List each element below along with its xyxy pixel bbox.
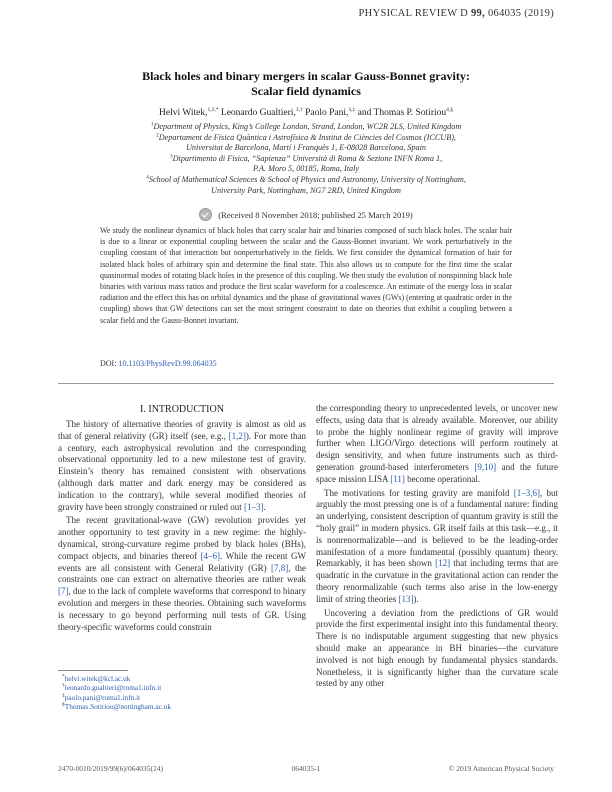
paragraph: The history of alternative theories of gravity is almost as old as that of general relativity (GR) itself (see, e.g., [1,2]). For more than a century, each astrophysical revolution and the corresponding observational opportunity led to a new milestone test of gravity. Einstein’s theory has remained consistent with observations (although dark matter and dark energy may be considered as indication to the contrary), while several modified theories of gravity have been strongly constrained or ruled out [1–3]. <box>58 419 306 512</box>
copyright: © 2019 American Physical Society <box>448 764 554 773</box>
section-heading: I. INTRODUCTION <box>140 404 224 415</box>
citation-link[interactable]: [12] <box>435 558 451 569</box>
affiliation-2-cont: Universitat de Barcelona, Martí i Franquès 1, E-08028 Barcelona, Spain <box>186 143 426 153</box>
check-for-updates-icon[interactable] <box>199 208 212 221</box>
citation-link[interactable]: [7,8] <box>271 562 289 573</box>
author-1: Helvi Witek, <box>159 108 208 118</box>
right-column <box>316 403 558 690</box>
paragraph: Uncovering a deviation from the predictions of GR would provide the first experimental insight into this fundamental theory. There is no indisputable argument suggesting that new physics should make an appearance in BH binaries—the curvature involved is not high enough by fundamental physics standards. Nonetheless, it is significantly higher than the curvature scale tested by any other <box>316 607 558 689</box>
email-link[interactable]: paolo.pani@roma1.infn.it <box>64 692 141 702</box>
email-link[interactable]: leonardo.gualtieri@roma1.infn.it <box>64 683 162 693</box>
author-conjunction: and <box>357 108 372 118</box>
affiliation-4-cont: University Park, Nottingham, NG7 2RD, United Kingdom <box>211 185 401 195</box>
doi-link[interactable]: 10.1103/PhysRevD.99.064035 <box>118 359 217 368</box>
author-3-marks: 3,‡ <box>348 106 356 113</box>
citation-link[interactable]: [13] <box>398 593 414 604</box>
footnote: §Thomas.Sotiriou@nottingham.ac.uk <box>62 701 171 711</box>
paragraph: The motivations for testing gravity are manifold [1–3,6], but arguably the most pressing one is of a fundamental nature: finding an underlying, consistent description of quantum gravity is still the “holy grail” in modern physics. GR itself fails at this task—e.g., it is nonrenormalizable—and is believed to be the leading-order manifestation of a more fundamental (possibly quantum) theory. Remarkably, it has been shown [12] that including terms that are quadratic in the curvature in the gravitational action can render the theory renormalizable (such terms also arise in the low-energy limit of string theories [13]). <box>316 487 559 604</box>
journal-volume: 99, <box>471 8 486 19</box>
paper-title <box>80 69 532 99</box>
abstract: We study the nonlinear dynamics of black holes that carry scalar hair and binaries composed of such black holes. The scalar hair is due to a linear or exponential coupling between the scalar and the Gauss-Bonnet invariant. We work perturbatively in the coupling constant of that interaction but nonperturbatively in the fields. We first consider the dynamical formation of hair for isolated black holes of arbitrary spin and determine the final state. This also allows us to compute for the first time the scalar quasinormal modes of rotating black holes in the presence of this coupling. We then study the evolution of nonspinning black hole binaries with various mass ratios and produce the first scalar waveform for a coalescence. An estimate of the energy loss in scalar radiation and the effect this has on orbital dynamics and the phase of gravitational waves (GWs) (entering at quadratic order in the coupling) shows that GW detections can set the most stringent constraint to date on theories that exhibit a coupling between a scalar field and the Gauss-Bonnet invariant. <box>100 226 512 325</box>
article-number: 064035 (2019) <box>487 8 554 19</box>
email-link[interactable]: Thomas.Sotiriou@nottingham.ac.uk <box>64 701 171 711</box>
footnote: *helvi.witek@kcl.ac.uk <box>62 673 131 683</box>
author-2-marks: 3,† <box>295 106 303 113</box>
footnote-divider <box>58 670 128 671</box>
paragraph: the corresponding theory to unprecedented levels, or uncover new effects, using data that is already available. Moreover, our ability to probe the highly nonlinear regime of gravity will improve further when LIGO/Virgo detections will perform routinely at design sensitivity, and when future instruments such as third-generation ground-based interferometers [9,10] and the future space mission LISA [11] become operational. <box>316 403 558 484</box>
left-column <box>58 419 306 633</box>
footnotes <box>62 674 171 711</box>
issn-code: 2470-0010/2019/99(6)/064035(24) <box>58 764 163 773</box>
footnote: ‡paolo.pani@roma1.infn.it <box>62 692 141 702</box>
citation-link[interactable]: [7] <box>58 586 69 597</box>
doi-line <box>100 359 217 368</box>
received-line <box>60 208 552 221</box>
email-link[interactable]: helvi.witek@kcl.ac.uk <box>64 674 131 683</box>
footnote: †leonardo.gualtieri@roma1.infn.it <box>62 682 162 693</box>
page-number: 064035-1 <box>291 764 321 773</box>
affiliation-2: $^2$Departament de Física Quàntica i Astrofísica & Institut de Ciències del Cosmos (ICCUB), <box>156 131 456 142</box>
citation-link[interactable]: [1,2] <box>228 430 246 441</box>
author-2: Leonardo Gualtieri, <box>220 108 296 118</box>
journal-name: PHYSICAL REVIEW D <box>358 8 469 19</box>
page-footer <box>58 764 554 773</box>
author-4-marks: 4,§ <box>446 106 453 113</box>
author-3: Paolo Pani, <box>305 108 349 118</box>
citation-link[interactable]: [1–3,6] <box>513 487 540 498</box>
received-dates: (Received 8 November 2018; published 25 March 2019) <box>218 209 413 220</box>
running-header <box>0 8 612 19</box>
citation-link[interactable]: [11] <box>390 473 405 484</box>
doi-label: DOI: <box>100 359 117 368</box>
title-line-2: Scalar field dynamics <box>251 84 361 98</box>
paragraph: The recent gravitational-wave (GW) revolution provides yet another opportunity to test gravity in a new regime: the highly-dynamical, strong-curvature regime probed by black holes (BHs), compact objects, and binaries thereof [4–6]. While the recent GW events are all consistent with General Relativity (GR) [7,8], the constraints one can extract on alternative theories are rather weak [7], due to the lack of complete waveforms that correspond to binary evolution and mergers in these theories. Obtaining such waveforms is necessary to go beyond performing null tests of GR. Using theory-specific waveforms could constrain <box>58 515 306 632</box>
citation-link[interactable]: [1–3] <box>243 501 264 512</box>
affiliation-3-cont: P.A. Moro 5, 00185, Roma, Italy <box>253 164 359 174</box>
author-1-marks: 1,2,* <box>207 106 219 113</box>
author-list <box>60 108 552 118</box>
affiliations <box>60 122 552 196</box>
affiliation-4: $^4$School of Mathematical Sciences & School of Physics and Astronomy, University of Nottingham, <box>146 174 466 184</box>
author-4: Thomas P. Sotiriou <box>373 108 447 118</box>
citation-link[interactable]: [9,10] <box>474 461 497 472</box>
header-divider <box>58 383 554 384</box>
citation-link[interactable]: [4–6] <box>200 550 221 561</box>
title-line-1: Black holes and binary mergers in scalar Gauss-Bonnet gravity: <box>142 69 470 83</box>
affiliation-3: $^3$Dipartimento di Fisica, “Sapienza” Università di Roma & Sezione INFN Roma 1, <box>169 153 443 163</box>
affiliation-1: $^1$Department of Physics, King’s College London, Strand, London, WC2R 2LS, United Kingdom <box>150 121 462 131</box>
